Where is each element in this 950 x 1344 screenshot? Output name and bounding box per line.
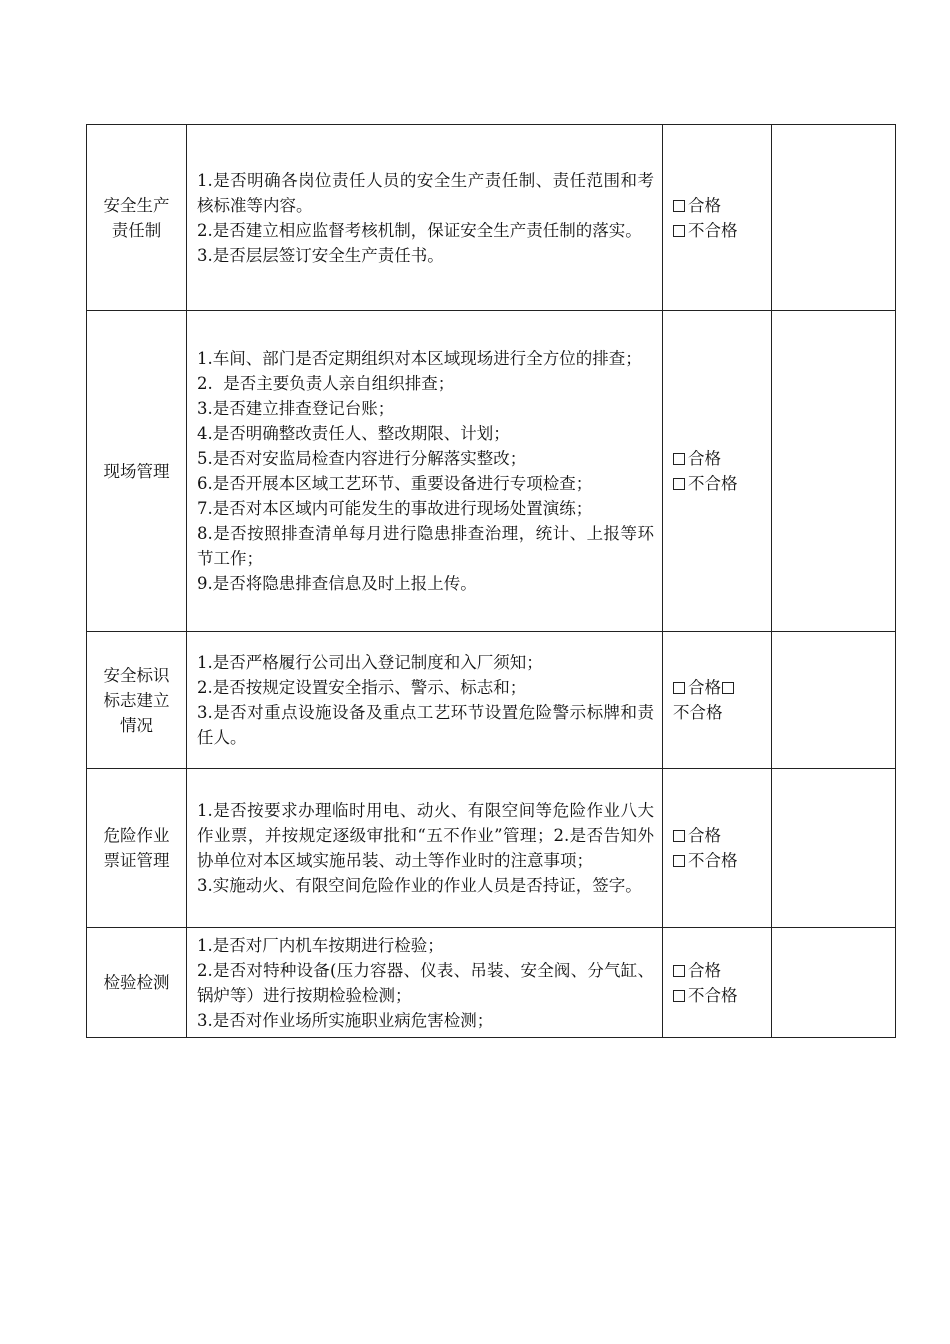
pass-option[interactable]: [673, 446, 765, 471]
result-cell: [663, 928, 772, 1038]
check-item: 7.是否对本区域内可能发生的事故进行现场处置演练；: [197, 499, 593, 518]
fail-option[interactable]: [673, 471, 765, 496]
table-row: [87, 125, 896, 311]
pass-option[interactable]: [673, 823, 765, 848]
check-item: 1.是否严格履行公司出入登记制度和入厂须知；: [197, 653, 543, 672]
check-item: 1.是否按要求办理临时用电、动火、有限空间等危险作业八大作业票，并按规定逐级审批和“五不作业”管理；2.是否告知外协单位对本区域实施吊装、动土等作业时的注意事项；: [197, 801, 654, 870]
fail-label: 不合格: [688, 985, 738, 1005]
check-item: 2.是否按规定设置安全指示、警示、标志和；: [197, 678, 527, 697]
fail-label: 不合格: [688, 474, 738, 493]
fail-label: 不合格: [688, 220, 738, 240]
check-item: 1.是否明确各岗位责任人员的安全生产责任制、责任范围和考核标准等内容。: [197, 170, 654, 215]
check-item: 3.是否对重点设施设备及重点工艺环节设置危险警示标牌和责任人。: [197, 703, 654, 747]
category-cell: [87, 769, 187, 928]
table-row: [87, 769, 896, 928]
result-cell: [663, 125, 772, 311]
content-cell: [187, 311, 663, 632]
checkbox-icon[interactable]: [673, 478, 685, 490]
category-cell: [87, 125, 187, 311]
check-item: 3.实施动火、有限空间危险作业的作业人员是否持证，签字。: [197, 876, 642, 895]
result-cell: [663, 769, 772, 928]
fail-option[interactable]: [673, 218, 765, 243]
table-row: [87, 928, 896, 1038]
category-label: 安全标识标志建立情况: [103, 665, 170, 735]
content-cell: [187, 632, 663, 769]
check-item: 3.是否对作业场所实施职业病危害检测；: [197, 1010, 494, 1030]
content-cell: [187, 125, 663, 311]
check-item: 4.是否明确整改责任人、整改期限、计划；: [197, 424, 510, 443]
pass-label: 合格: [688, 678, 721, 697]
result-cell: [663, 311, 772, 632]
checkbox-icon[interactable]: [673, 682, 685, 694]
category-label: 现场管理: [103, 461, 170, 481]
remark-cell[interactable]: [772, 632, 896, 769]
table-row: [87, 632, 896, 769]
remark-cell[interactable]: [772, 928, 896, 1038]
category-label: 检验检测: [103, 973, 170, 992]
fail-label: 不合格: [688, 851, 738, 870]
checkbox-icon[interactable]: [722, 682, 734, 694]
check-item: 5.是否对安监局检查内容进行分解落实整改；: [197, 449, 527, 468]
check-item: 2.是否建立相应监督考核机制，保证安全生产责任制的落实。: [197, 220, 642, 240]
category-label: 危险作业票证管理: [103, 826, 170, 870]
fail-option[interactable]: [673, 983, 765, 1008]
category-cell: [87, 311, 187, 632]
checkbox-icon[interactable]: [673, 830, 685, 842]
checkbox-icon[interactable]: [673, 990, 685, 1002]
pass-label: 合格: [688, 960, 721, 980]
pass-label: 合格: [688, 449, 721, 468]
remark-cell[interactable]: [772, 769, 896, 928]
category-label: 安全生产责任制: [103, 195, 170, 240]
pass-label: 合格: [688, 195, 721, 215]
category-cell: [87, 928, 187, 1038]
fail-label: 不合格: [673, 703, 723, 722]
check-item: 9.是否将隐患排查信息及时上报上传。: [197, 574, 477, 593]
check-item: 3.是否建立排查登记台账；: [197, 399, 395, 418]
content-cell: [187, 769, 663, 928]
content-cell: [187, 928, 663, 1038]
fail-option[interactable]: [673, 848, 765, 873]
checkbox-icon[interactable]: [673, 225, 685, 237]
check-item: 6.是否开展本区域工艺环节、重要设备进行专项检查；: [197, 474, 593, 493]
pass-option[interactable]: [673, 958, 765, 983]
check-item: 2.是否对特种设备(压力容器、仪表、吊装、安全阀、分气缸、锅炉等）进行按期检验检测；: [197, 960, 654, 1005]
checkbox-icon[interactable]: [673, 200, 685, 212]
remark-cell[interactable]: [772, 311, 896, 632]
check-item: 2. 是否主要负责人亲自组织排查；: [197, 374, 455, 393]
remark-cell[interactable]: [772, 125, 896, 311]
checkbox-icon[interactable]: [673, 965, 685, 977]
check-item: 1.车间、部门是否定期组织对本区域现场进行全方位的排查；: [197, 349, 642, 368]
check-item: 8.是否按照排查清单每月进行隐患排查治理，统计、上报等环节工作；: [197, 524, 654, 568]
checkbox-icon[interactable]: [673, 855, 685, 867]
pass-label: 合格: [688, 826, 721, 845]
check-item: 1.是否对厂内机车按期进行检验；: [197, 935, 444, 955]
table-row: [87, 311, 896, 632]
category-cell: [87, 632, 187, 769]
result-cell: [663, 632, 772, 769]
check-item: 3.是否层层签订安全生产责任书。: [197, 245, 444, 265]
result-options[interactable]: [673, 675, 765, 700]
checkbox-icon[interactable]: [673, 453, 685, 465]
inspection-table: [86, 124, 896, 1038]
pass-option[interactable]: [673, 193, 765, 218]
